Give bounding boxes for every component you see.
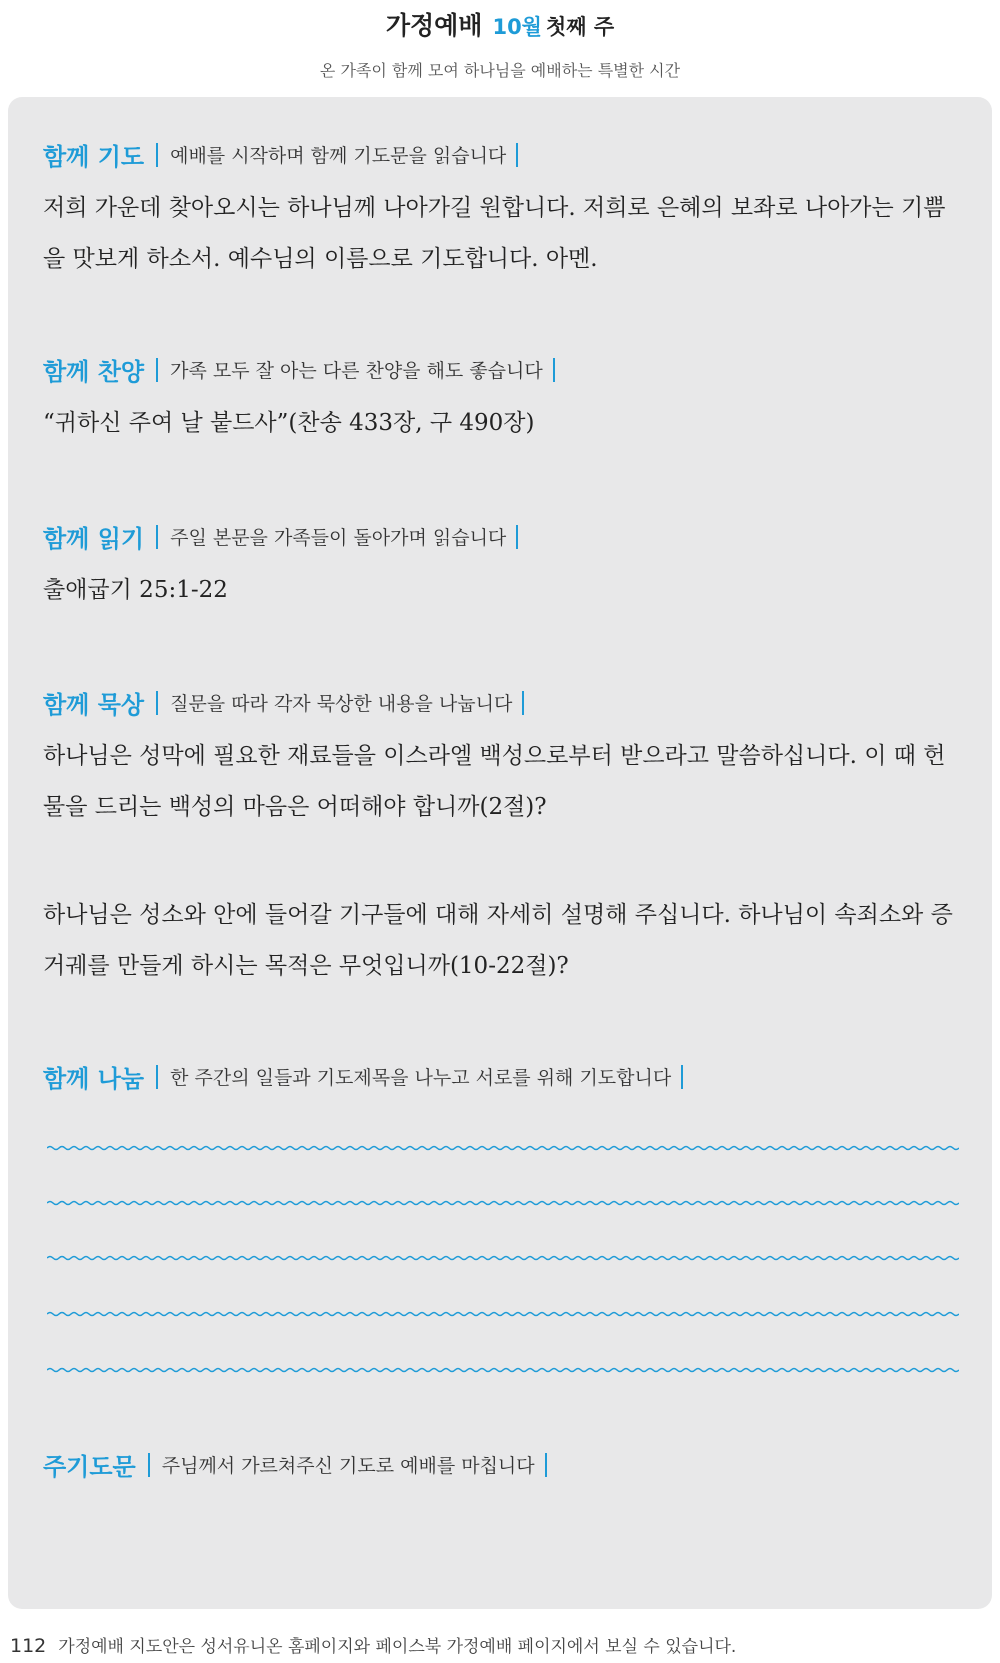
worship-panel xyxy=(8,97,992,1609)
section-reading-heading xyxy=(43,519,530,554)
divider-bar xyxy=(681,1065,683,1089)
writing-line-4[interactable] xyxy=(47,1310,959,1318)
section-praise-text: “귀하신 주여 날 붙드사”(찬송 433장, 구 490장) xyxy=(43,410,535,436)
divider-bar xyxy=(516,143,518,167)
divider-bar xyxy=(156,358,158,382)
section-praise-note: 가족 모두 잘 아는 다른 찬양을 해도 좋습니다 xyxy=(170,360,543,382)
section-lords-prayer-label: 주기도문 xyxy=(43,1453,136,1481)
page-number: 112 xyxy=(10,1635,47,1657)
footer-text: 가정예배 지도안은 성서유니온 홈페이지와 페이스북 가정예배 페이지에서 보실 수 있습니다. xyxy=(58,1637,737,1657)
page-title xyxy=(0,6,1000,42)
section-praise-heading xyxy=(43,352,567,387)
section-sharing-heading xyxy=(43,1059,695,1094)
divider-bar xyxy=(522,691,524,715)
meditation-question-1: 하나님은 성막에 필요한 재료들을 이스라엘 백성으로부터 받으라고 말씀하십니다. 이 때 헌물을 드리는 백성의 마음은 어떠해야 합니까(2절)? xyxy=(43,743,946,820)
meditation-question-2: 하나님은 성소와 안에 들어갈 기구들에 대해 자세히 설명해 주십니다. 하나님이 속죄소와 증거궤를 만들게 하시는 목적은 무엇입니까(10-22절)? xyxy=(43,902,953,979)
divider-bar xyxy=(545,1453,547,1477)
writing-line-1[interactable] xyxy=(47,1144,959,1152)
divider-bar xyxy=(156,525,158,549)
title-month: 10월 xyxy=(492,15,542,39)
title-text: 가정예배 xyxy=(385,11,483,40)
section-prayer-label: 함께 기도 xyxy=(43,143,145,171)
divider-bar xyxy=(156,143,158,167)
title-week: 첫째 주 xyxy=(545,15,615,39)
divider-bar xyxy=(156,691,158,715)
section-sharing-label: 함께 나눔 xyxy=(43,1065,145,1093)
section-reading-note: 주일 본문을 가족들이 돌아가며 읽습니다 xyxy=(170,527,507,549)
section-lords-prayer-heading xyxy=(43,1447,559,1482)
section-praise-label: 함께 찬양 xyxy=(43,358,145,386)
section-reading-text: 출애굽기 25:1-22 xyxy=(43,577,228,603)
page-subtitle: 온 가족이 함께 모여 하나님을 예배하는 특별한 시간 xyxy=(319,61,681,80)
writing-line-5[interactable] xyxy=(47,1366,959,1374)
section-meditation-heading xyxy=(43,685,536,720)
section-prayer-note: 예배를 시작하며 함께 기도문을 읽습니다 xyxy=(170,145,507,167)
divider-bar xyxy=(516,525,518,549)
section-prayer-text: 저희 가운데 찾아오시는 하나님께 나아가길 원합니다. 저희로 은혜의 보좌로 나아가는 기쁨을 맛보게 하소서. 예수님의 이름으로 기도합니다. 아멘. xyxy=(43,195,946,272)
section-lords-prayer-note: 주님께서 가르쳐주신 기도로 예배를 마칩니다 xyxy=(161,1455,535,1477)
section-sharing-note: 한 주간의 일들과 기도제목을 나누고 서로를 위해 기도합니다 xyxy=(170,1067,672,1089)
writing-line-3[interactable] xyxy=(47,1254,959,1262)
divider-bar xyxy=(156,1065,158,1089)
writing-line-2[interactable] xyxy=(47,1199,959,1207)
section-meditation-note: 질문을 따라 각자 묵상한 내용을 나눕니다 xyxy=(170,693,513,715)
section-meditation-label: 함께 묵상 xyxy=(43,691,145,719)
divider-bar xyxy=(148,1453,150,1477)
section-prayer-heading xyxy=(43,137,530,172)
divider-bar xyxy=(553,358,555,382)
section-reading-label: 함께 읽기 xyxy=(43,525,145,553)
page-footer xyxy=(10,1632,736,1657)
